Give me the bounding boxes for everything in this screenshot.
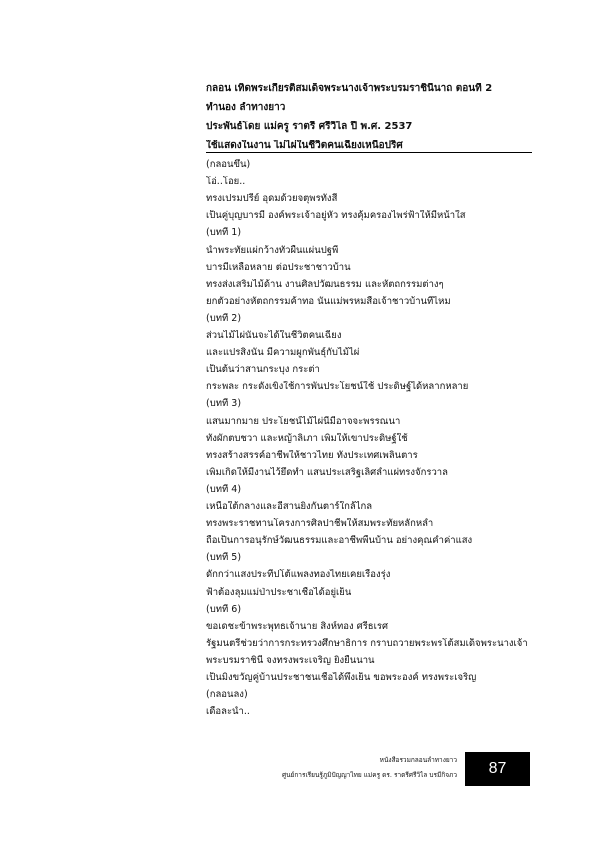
poem-line: บารมีเหลือหลาย ต่อประชาชาวบ้าน xyxy=(206,261,351,273)
author-line: ประพันธ์โดย แม่ครู ราตรี ศรีวิไล ปี พ.ศ. 2537 xyxy=(206,121,413,132)
poem-title: กลอน เทิดพระเกียรติสมเด็จพระนางเจ้าพระบรมราชินีนาถ ตอนที่ 2 xyxy=(206,83,493,94)
poem-line: (บทที่ 3) xyxy=(206,398,242,410)
footer-center-name: ศูนย์การเรียนรู้ภูมิปัญญาไทย แม่ครู ดร. ราตรีศรีวิไล บรมีกิจภว xyxy=(281,771,457,779)
page-number-box xyxy=(465,752,530,786)
melody-line: ทำนอง ลำทางยาว xyxy=(206,102,286,113)
poem-line: ทรงส่งเสริมไม้ด้าน งานศิลปวัฒนธรรม และหัตถกรรมต่างๆ xyxy=(206,278,444,290)
poem-line: (กลอนลง) xyxy=(206,689,248,701)
poem-line: ทรงสร้างสรรค์อาชีพให้ชาวไทย ทั้งประเทศเพลินตาร xyxy=(206,449,418,461)
poem-line: (บทที่ 1) xyxy=(206,227,242,239)
poem-line: ทั้งผักตบชวา และหญ้าลิเภา เพิ่มให้เขาประดิษฐ์ใช้ xyxy=(206,432,408,444)
poem-line: ยกตัวอย่างหัตถกรรมค้าทอ นั้นแม่พรหมสื่อเจ้าชาวบ้านที่ไหม xyxy=(206,295,451,307)
poem-line: (บทที่ 4) xyxy=(206,483,242,495)
poem-line: แสนมากมาย ประโยชน์ไม้ไผ่นี้มีอาจจะพรรณนา xyxy=(206,415,401,427)
poem-line: ทรงเปรมปรีย์ อุดมด้วยจตุพรทั้งสี่ xyxy=(206,193,338,205)
poem-line: กระพละ กระดังเขิงใช้การพันประโยชน์ใช้ ประดิษฐ์ได้หลากหลาย xyxy=(206,381,469,393)
poem-line: โอ่..โอย.. xyxy=(206,176,246,188)
poem-line: ถือเป็นการอนุรักษ์วัฒนธรรมและอาชีพพื้นบ้าน อย่างคุณค่ำค่าแสง xyxy=(206,535,473,547)
poem-line: (บทที่ 6) xyxy=(206,603,242,615)
poem-line: และแปรสิ่งนั้น มีความผูกพันธุ์กับไม้ไผ่ xyxy=(206,347,360,359)
page-number: 87 xyxy=(488,760,507,777)
poem-line: (กลอนขึ้น) xyxy=(206,159,251,170)
poem-line: รัฐมนตรีช่วยว่าการกระทรวงศึกษาธิการ กราบถวายพระพรโต้สมเด็จพระนางเจ้า xyxy=(206,637,528,649)
poem-line: เหนือใต้กลางและอีสานยิ่งกันตาร์ใกล้ไกล xyxy=(206,501,373,512)
poem-line: น้ำพระทัยแผ่กว้างทั่วผืนแผ่นปฐพี xyxy=(206,244,339,256)
poem-line: เป็นมิ่งขวัญคู่บ้านประชาชนเชื่อได้พึ่งเย็น ขอพระองค์ ทรงพระเจริญ xyxy=(206,672,477,683)
poem-line: ดักกว่าแสงประทีปโต้แพลงทองไทยเคยเรืองรุ่ง xyxy=(206,569,391,581)
poem-line: พระบรมราชินี จงทรงพระเจริญ ยิ่งยืนนาน xyxy=(206,654,375,666)
usage-line: ใช้แสดงในงาน ไม่ไผ่ในชีวิตคนเฉียงเหนือปริศ xyxy=(206,140,403,151)
poem-line: (บทที่ 2) xyxy=(206,312,242,324)
footer-book-title: หนังสือรวมกลอนลำทางยาว xyxy=(379,756,457,764)
poem-line: เป็นคู่บุญบารมี องค์พระเจ้าอยู่หัว ทรงคุ้มครองไพร่ฟ้าให้มีหน้าใส xyxy=(206,210,466,222)
poem-line: ขอเดชะข้าพระพุทธเจ้านาย สิงห์ทอง ศรีธเรศ xyxy=(206,620,388,632)
header-divider xyxy=(206,152,532,153)
poem-line: ฟ้าต้องลุมแม่ป่าประชาเชื่อได้อยู่เย็น xyxy=(206,586,352,598)
poem-line: เพิ่มเกิดให้มีงานไว้ยึดทำ แสนประเสริฐเลิศล้ำแผ่ทรงจักรวาล xyxy=(206,466,448,478)
poem-line: เป็นต้นว่าสานกระบุง กระต่า xyxy=(206,364,320,376)
poem-line: (บทที่ 5) xyxy=(206,552,242,564)
poem-line: เดือละน้ำ.. xyxy=(206,706,250,718)
poem-line: ส่วนไม้ไผ่นั้นจะได้ในชีวิตคนเฉียง xyxy=(206,330,342,341)
poem-line: ทรงพระราชทานโครงการศิลปาชีพให้สมพระทัยหลักหล่ำ xyxy=(206,518,434,530)
